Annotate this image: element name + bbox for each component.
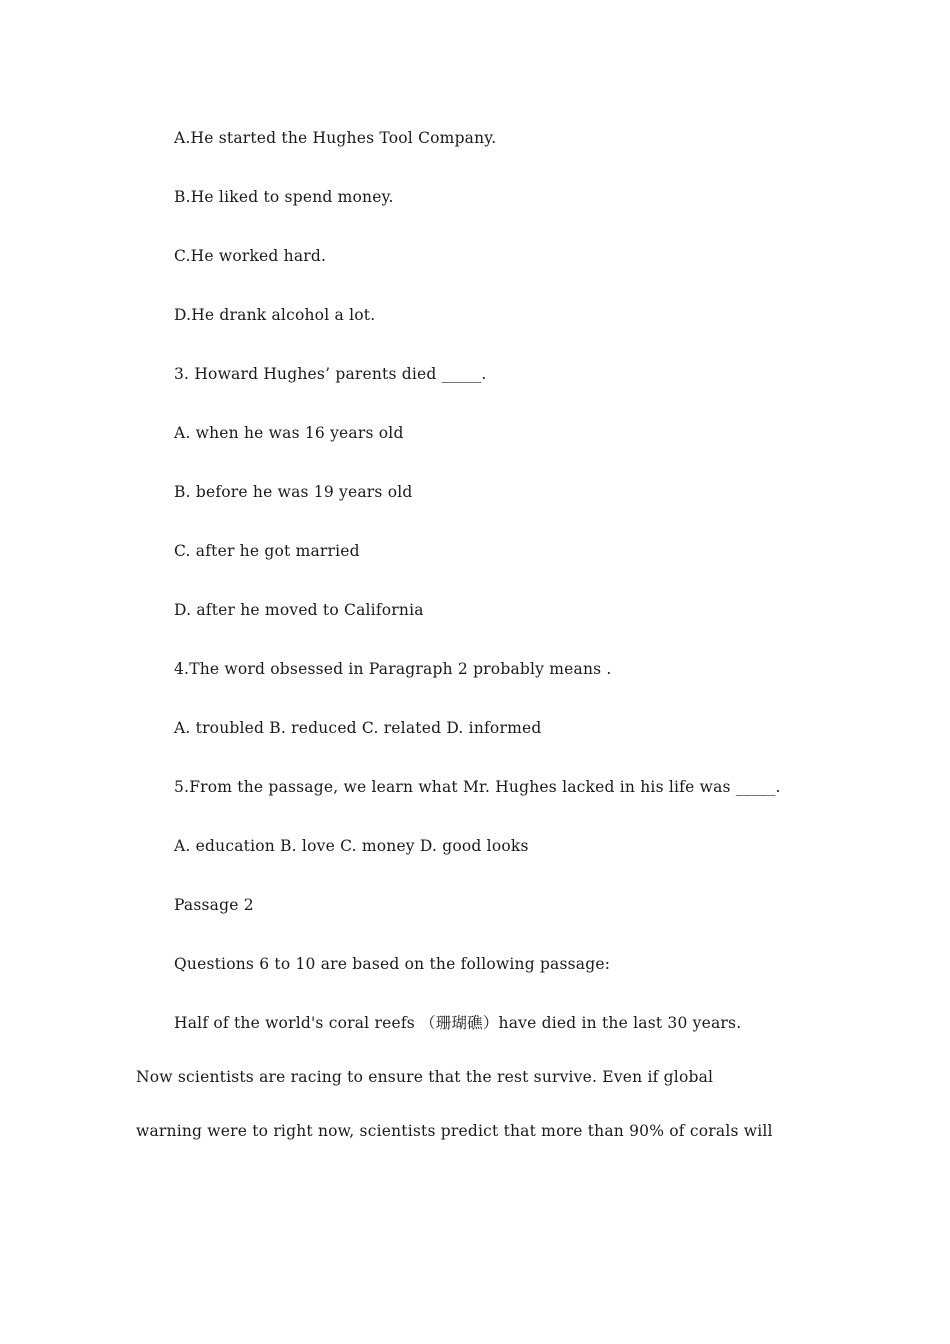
q2-option-b: B.He liked to spend money. (174, 188, 394, 206)
passage-paragraph-line: Half of the world's coral reefs （珊瑚礁）have died in the last 30 years. (174, 1014, 742, 1032)
passage-paragraph-line: Now scientists are racing to ensure that the rest survive. Even if global (136, 1068, 714, 1086)
q3-option-b: B. before he was 19 years old (174, 483, 413, 501)
q2-option-a: A.He started the Hughes Tool Company. (174, 129, 497, 147)
q5-options: A. education B. love C. money D. good looks (174, 837, 529, 855)
q2-option-c: C.He worked hard. (174, 247, 327, 265)
q2-option-d: D.He drank alcohol a lot. (174, 306, 376, 324)
passage-intro: Questions 6 to 10 are based on the following passage: (174, 955, 611, 973)
q3-option-d: D. after he moved to California (174, 601, 424, 619)
q5-stem: 5.From the passage, we learn what Mr. Hughes lacked in his life was _____. (174, 778, 781, 796)
q3-option-c: C. after he got married (174, 542, 360, 560)
passage-paragraph-line: warning were to right now, scientists predict that more than 90% of corals will (136, 1122, 773, 1140)
q4-stem: 4.The word obsessed in Paragraph 2 probably means . (174, 660, 612, 678)
q3-stem: 3. Howard Hughes’ parents died _____. (174, 365, 487, 383)
q4-options: A. troubled B. reduced C. related D. informed (174, 719, 542, 737)
passage-heading: Passage 2 (174, 896, 254, 914)
q3-option-a: A. when he was 16 years old (174, 424, 404, 442)
